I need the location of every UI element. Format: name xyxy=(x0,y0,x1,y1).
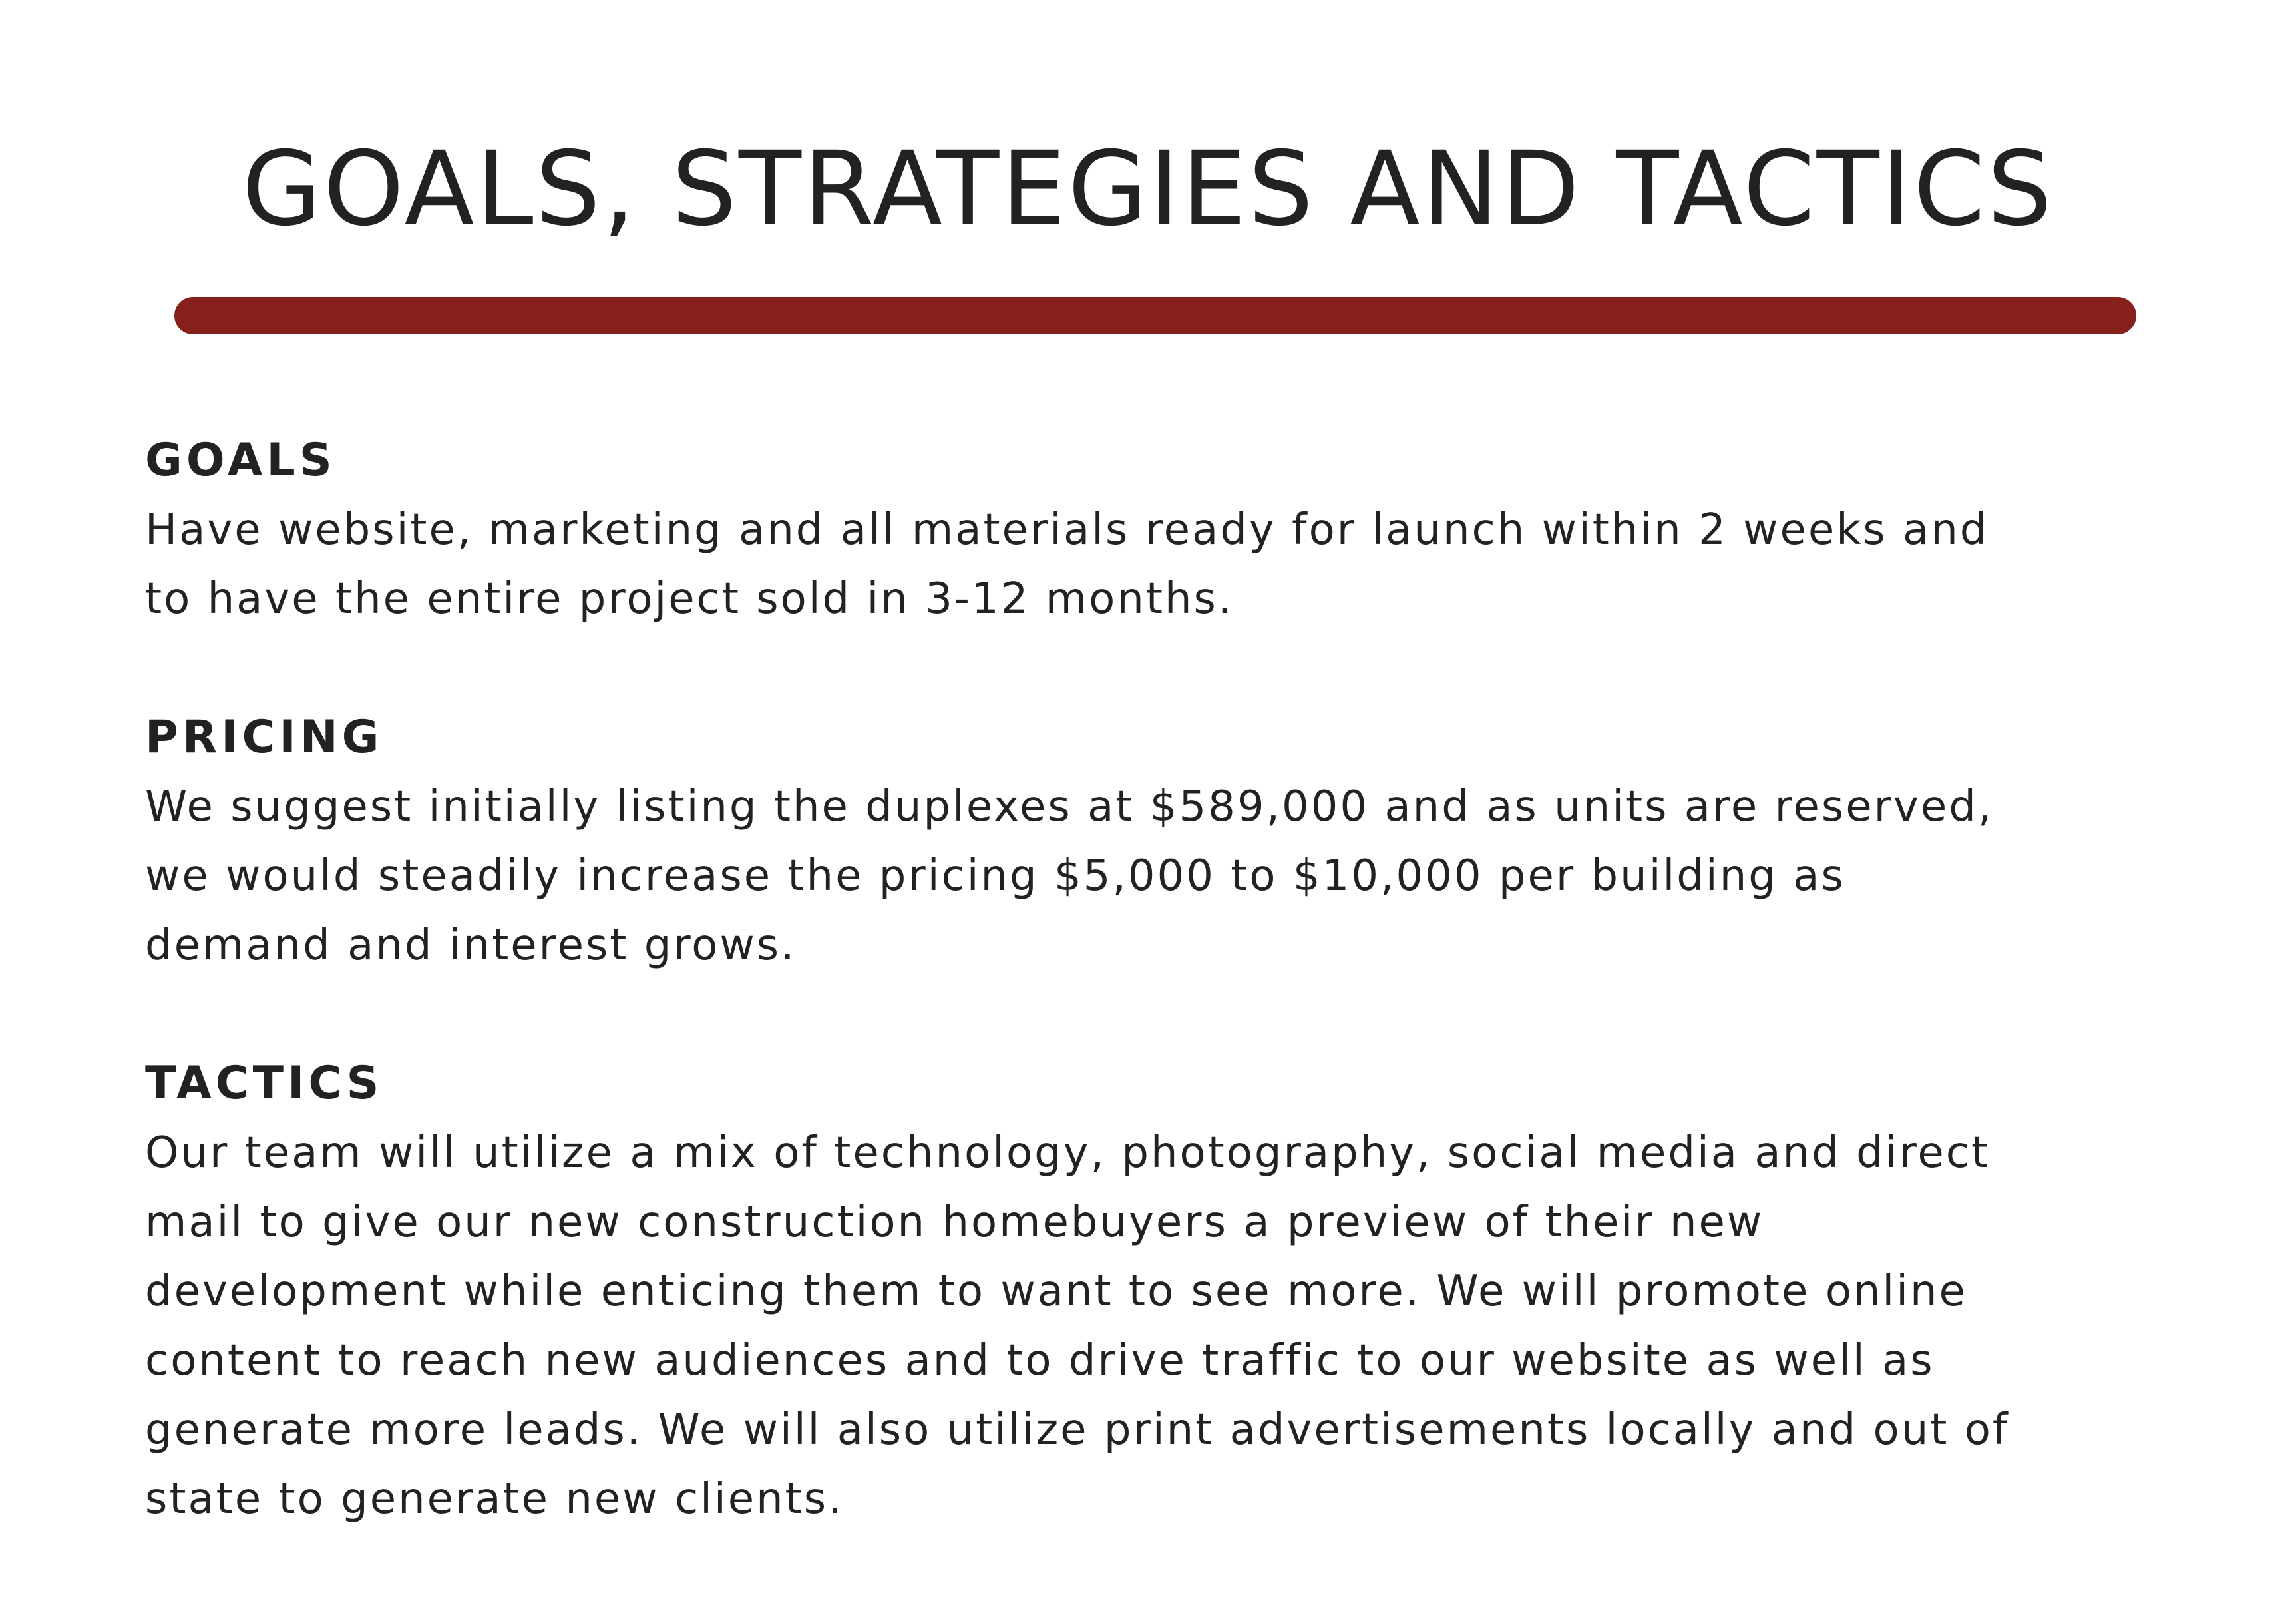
section-body xyxy=(145,1118,2168,1534)
body-line: development while enticing them to want to see more. We will promote online xyxy=(145,1267,1967,1316)
body-line: generate more leads. We will also utilize print advertisements locally and out of xyxy=(145,1405,2010,1455)
section-goals xyxy=(145,426,2168,634)
body-line: Have website, marketing and all materials ready for launch within 2 weeks and xyxy=(145,505,1989,555)
section-tactics xyxy=(145,1049,2168,1534)
body-line: We suggest initially listing the duplexes at $589,000 and as units are reserved, xyxy=(145,782,1994,831)
section-heading: PRICING xyxy=(145,711,383,764)
body-line: we would steadily increase the pricing $5,000 to $10,000 per building as xyxy=(145,851,1845,901)
body-line: content to reach new audiences and to drive traffic to our website as well as xyxy=(145,1336,1935,1385)
body-line: mail to give our new construction homebuyers a preview of their new xyxy=(145,1198,1764,1247)
section-heading: TACTICS xyxy=(145,1057,383,1110)
section-body xyxy=(145,495,2168,634)
page-title: GOALS, STRATEGIES AND TACTICS xyxy=(242,130,2054,249)
body-line: state to generate new clients. xyxy=(145,1475,844,1524)
body-line: Our team will utilize a mix of technology, photography, social media and direct xyxy=(145,1128,1991,1178)
section-body xyxy=(145,772,2168,980)
document-content xyxy=(145,426,2168,1603)
section-pricing xyxy=(145,703,2168,980)
title-divider xyxy=(174,297,2136,334)
body-line: demand and interest grows. xyxy=(145,921,797,970)
body-line: to have the entire project sold in 3-12 months. xyxy=(145,574,1234,624)
section-heading: GOALS xyxy=(145,434,336,487)
